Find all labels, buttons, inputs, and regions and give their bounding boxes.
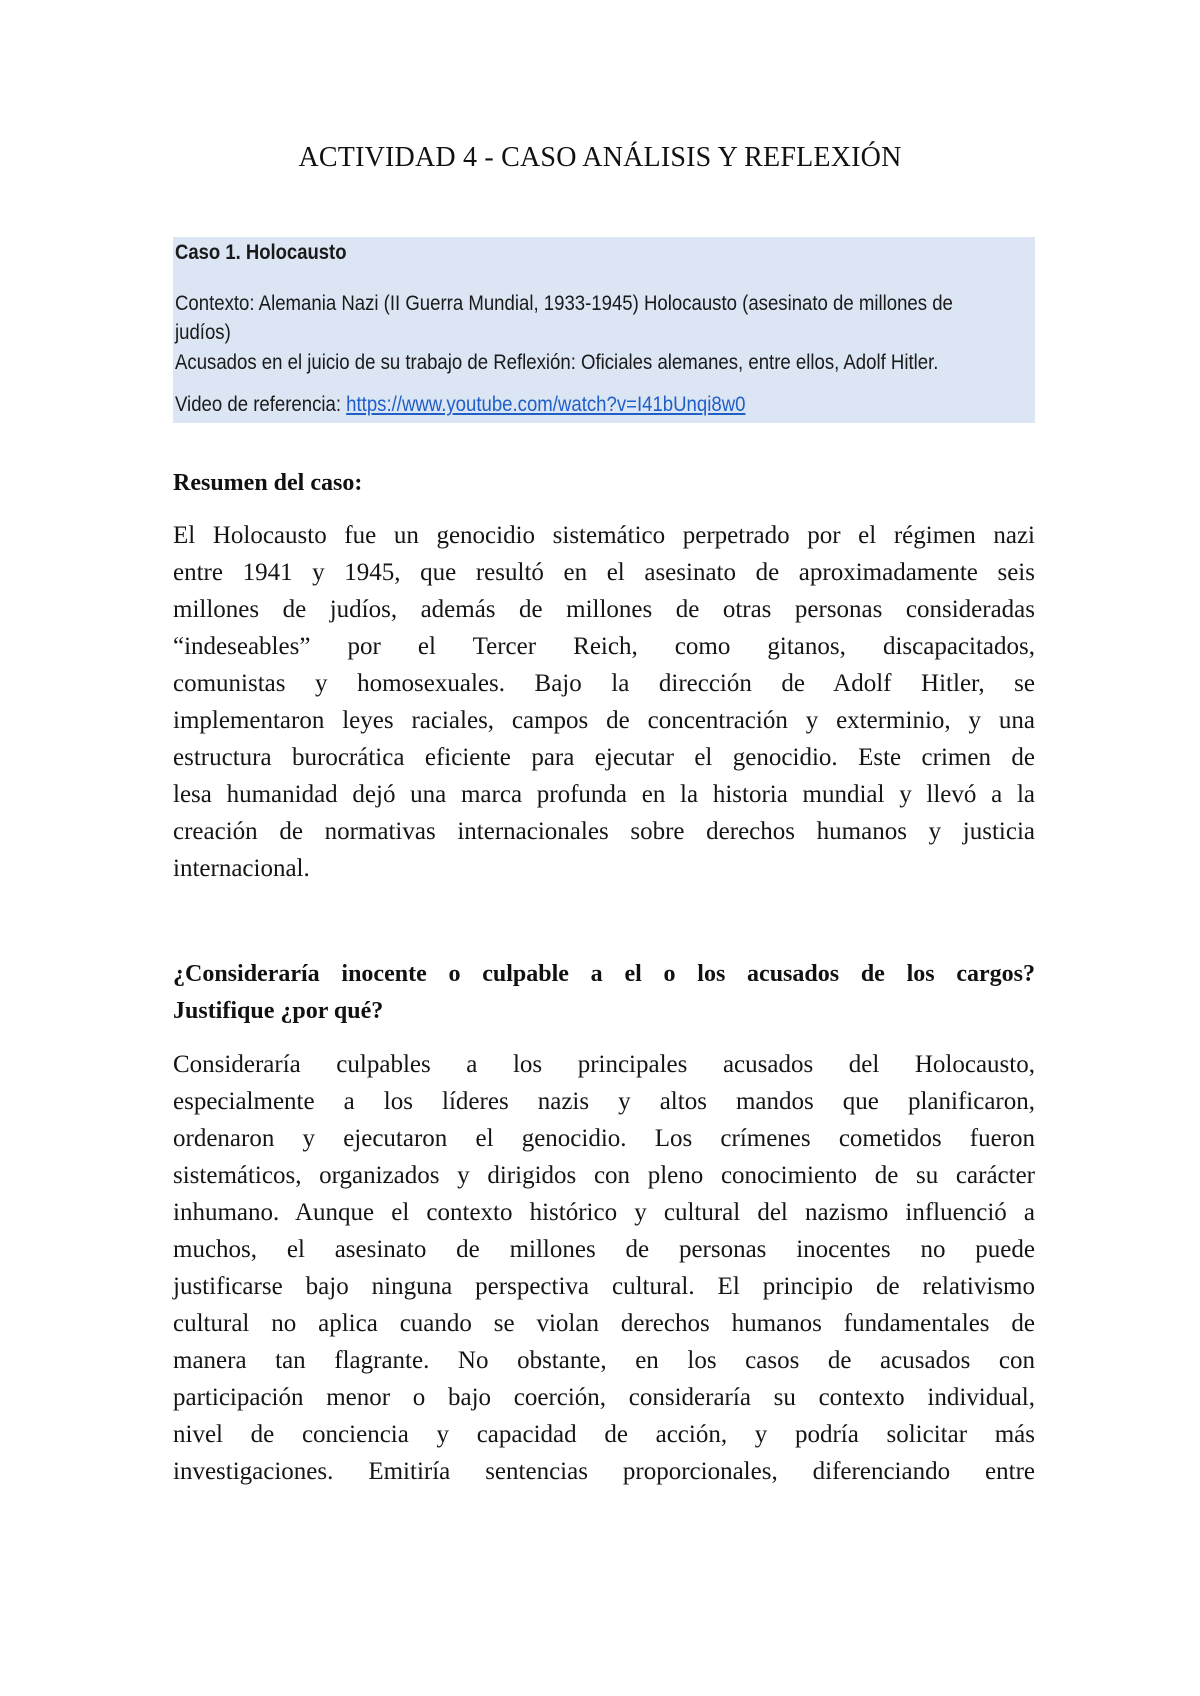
answer-line: participación menor o bajo coerción, consideraría su contexto individual, xyxy=(173,1384,1035,1411)
case-context-line-1: Contexto: Alemania Nazi (II Guerra Mundial, 1933-1945) Holocausto (asesinato de millones de xyxy=(175,292,953,315)
summary-line: internacional. xyxy=(173,855,310,882)
answer-line: cultural no aplica cuando se violan derechos humanos fundamentales de xyxy=(173,1310,1035,1337)
case-context-line-2: judíos) xyxy=(175,321,231,344)
case-accused-line: Acusados en el juicio de su trabajo de Reflexión: Oficiales alemanes, entre ellos, Adolf Hitler. xyxy=(175,351,939,374)
summary-line: lesa humanidad dejó una marca profunda en la historia mundial y llevó a la xyxy=(173,781,1035,808)
summary-line: implementaron leyes raciales, campos de concentración y exterminio, y una xyxy=(173,707,1035,734)
summary-heading: Resumen del caso: xyxy=(173,470,363,496)
answer-line: investigaciones. Emitiría sentencias proporcionales, diferenciando entre xyxy=(173,1458,1035,1485)
case-heading: Caso 1. Holocausto xyxy=(175,241,347,264)
answer-line: ordenaron y ejecutaron el genocidio. Los crímenes cometidos fueron xyxy=(173,1125,1035,1152)
summary-line: El Holocausto fue un genocidio sistemático perpetrado por el régimen nazi xyxy=(173,522,1035,549)
video-reference-link[interactable]: https://www.youtube.com/watch?v=I41bUnqi8w0 xyxy=(346,393,746,416)
answer-line: inhumano. Aunque el contexto histórico y cultural del nazismo influenció a xyxy=(173,1199,1035,1226)
answer-line: muchos, el asesinato de millones de personas inocentes no puede xyxy=(173,1236,1035,1263)
question-line: Justifique ¿por qué? xyxy=(173,998,384,1024)
summary-line: millones de judíos, además de millones de otras personas consideradas xyxy=(173,596,1035,623)
video-reference-label: Video de referencia: xyxy=(175,393,347,416)
summary-line: comunistas y homosexuales. Bajo la dirección de Adolf Hitler, se xyxy=(173,670,1035,697)
summary-line: creación de normativas internacionales sobre derechos humanos y justicia xyxy=(173,818,1035,845)
answer-line: justificarse bajo ninguna perspectiva cultural. El principio de relativismo xyxy=(173,1273,1035,1300)
answer-line: sistemáticos, organizados y dirigidos con pleno conocimiento de su carácter xyxy=(173,1162,1035,1189)
document-title: ACTIVIDAD 4 - CASO ANÁLISIS Y REFLEXIÓN xyxy=(298,142,902,173)
question-line: ¿Consideraría inocente o culpable a el o los acusados de los cargos? xyxy=(173,961,1035,987)
summary-line: “indeseables” por el Tercer Reich, como gitanos, discapacitados, xyxy=(173,633,1035,660)
case-video-line xyxy=(175,390,745,419)
answer-line: manera tan flagrante. No obstante, en los casos de acusados con xyxy=(173,1347,1035,1374)
summary-line: estructura burocrática eficiente para ejecutar el genocidio. Este crimen de xyxy=(173,744,1035,771)
answer-line: Consideraría culpables a los principales acusados del Holocausto, xyxy=(173,1051,1035,1078)
answer-line: nivel de conciencia y capacidad de acción, y podría solicitar más xyxy=(173,1421,1035,1448)
case-info-box xyxy=(173,237,1035,423)
summary-line: entre 1941 y 1945, que resultó en el asesinato de aproximadamente seis xyxy=(173,559,1035,586)
answer-line: especialmente a los líderes nazis y altos mandos que planificaron, xyxy=(173,1088,1035,1115)
